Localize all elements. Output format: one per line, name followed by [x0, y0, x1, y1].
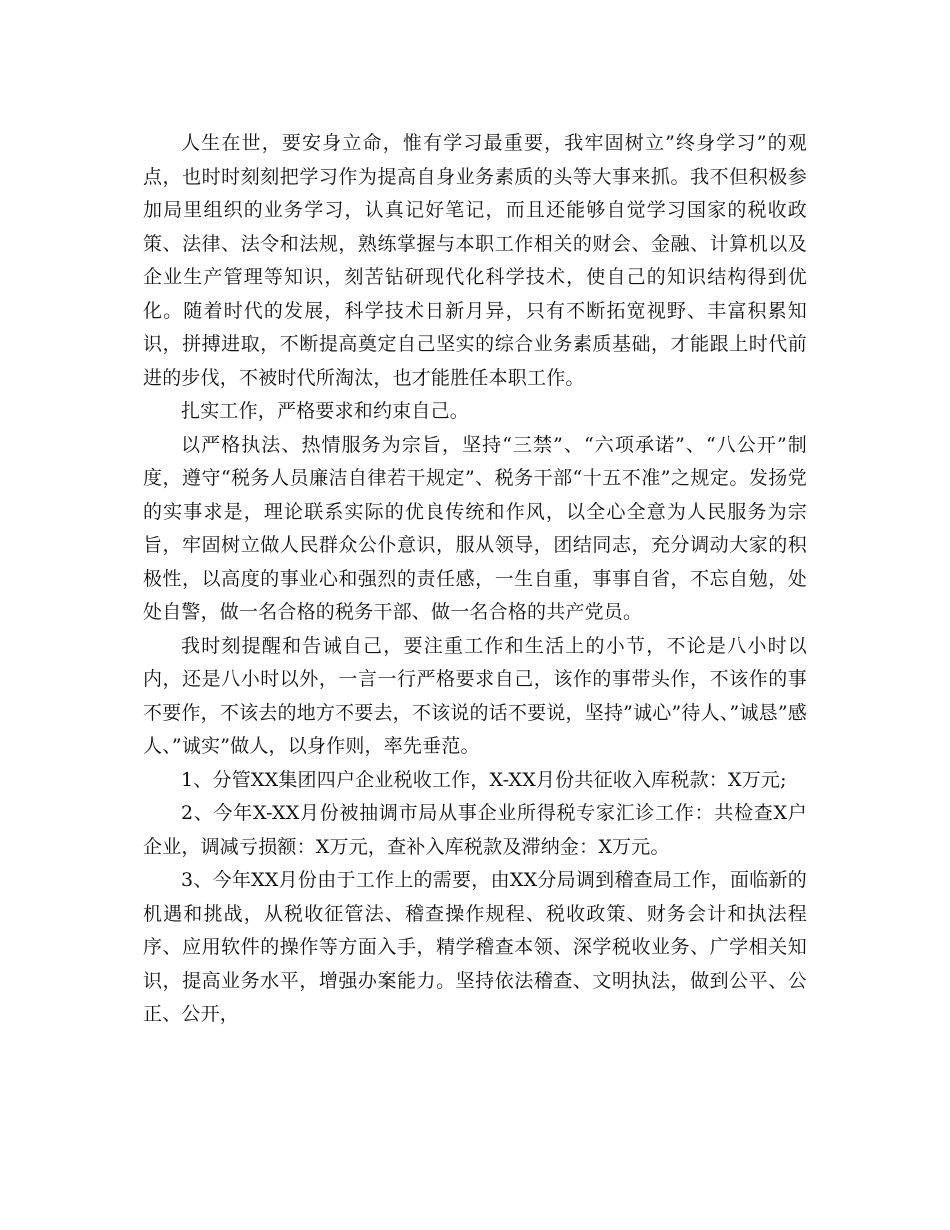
paragraph-strict-enforcement: 以严格执法、热情服务为宗旨，坚持“三禁”、“六项承诺”、“八公开”制度，遵守“税务人员廉洁自律若干规定”、税务干部“十五不准”之规定。发扬党的实事求是，理论联系实际的优良传统和作风，以全心全意为人民服务为宗旨，牢固树立做人民群众公仆意识，服从领导，团结同志，充分调动大家的积极性，以高度的事业心和强烈的责任感，一生自重，事事自省，不忘自勉，处处自警，做一名合格的税务干部、做一名合格的共产党员。	[143, 433, 807, 623]
paragraph-heading-solid-work: 扎实工作，严格要求和约束自己。	[181, 400, 470, 422]
list-item-3: 3、今年XX月份由于工作上的需要，由XX分局调到稽查局工作，面临新的机遇和挑战，从税收征管法、稽查操作规程、税收政策、财务会计和执法程序、应用软件的操作等方面入手，精学稽查本领、深学税收业务、广学相关知识，提高业务水平，增强办案能力。坚持依法稽查、文明执法，做到公平、公正、公开，	[143, 869, 807, 1025]
paragraph-lifelong-learning: 人生在世，要安身立命，惟有学习最重要，我牢固树立”终身学习”的观点，也时时刻刻把学习作为提高自身业务素质的头等大事来抓。我不但积极参加局里组织的业务学习，认真记好笔记，而且还能够自觉学习国家的税收政策、法律、法令和法规，熟练掌握与本职工作相关的财会、金融、计算机以及企业生产管理等知识，刻苦钻研现代化科学技术，使自己的知识结构得到优化。随着时代的发展，科学技术日新月异，只有不断拓宽视野、丰富积累知识，拼搏进取，不断提高奠定自己坚实的综合业务素质基础，才能跟上时代前进的步伐，不被时代所淘汰，也才能胜任本职工作。	[143, 132, 807, 389]
document-body	[143, 127, 807, 1032]
list-item-2: 2、今年X-XX月份被抽调市局从事企业所得税专家汇诊工作：共检查X户企业，调减亏损额：X万元，查补入库税款及滞纳金：X万元。	[143, 802, 807, 858]
paragraph-self-discipline: 我时刻提醒和告诫自己，要注重工作和生活上的小节，不论是八小时以内，还是八小时以外，一言一行严格要求自己，该作的事带头作，不该作的事不要作，不该去的地方不要去，不该说的话不要说，坚持”诚心”待人、”诚恳”感人、”诚实”做人，以身作则，率先垂范。	[143, 634, 807, 757]
list-item-1: 1、分管XX集团四户企业税收工作，X-XX月份共征收入库税款：X万元;	[181, 768, 787, 791]
